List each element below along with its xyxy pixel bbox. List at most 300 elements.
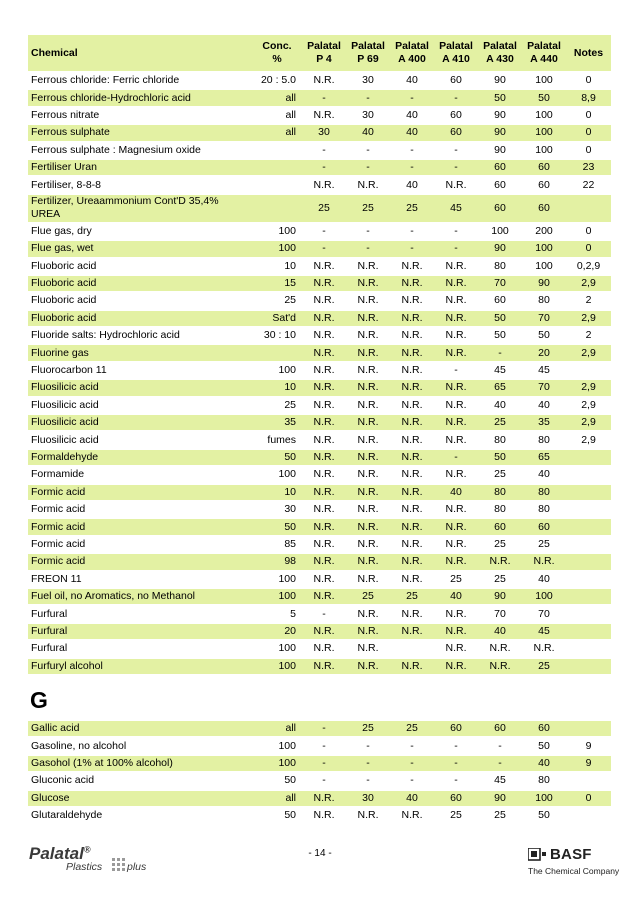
cell-rating: 40 — [522, 756, 566, 771]
cell-rating: - — [478, 756, 522, 771]
cell-rating: N.R. — [390, 380, 434, 395]
cell-notes — [566, 537, 611, 552]
cell-notes — [566, 641, 611, 656]
table-row — [28, 572, 611, 587]
cell-rating: N.R. — [401, 809, 423, 822]
cell-rating: N.R. — [313, 468, 335, 481]
cell-rating: N.R. — [390, 485, 434, 500]
cell-rating: N.R. — [445, 398, 467, 411]
cell-rating: N.R. — [445, 178, 467, 191]
table-row — [28, 791, 611, 806]
cell-rating: - — [322, 607, 326, 620]
cell-rating: 45 — [494, 364, 506, 377]
header-notes: Notes — [566, 35, 611, 71]
cell-conc: 100 — [278, 468, 296, 481]
cell-rating: 90 — [478, 589, 522, 604]
cell-rating: N.R. — [313, 259, 335, 272]
cell-notes: 23 — [566, 160, 611, 175]
cell-rating: 200 — [535, 224, 553, 237]
cell-conc: 100 — [278, 224, 296, 237]
cell-chemical: Fluoboric acid — [31, 259, 97, 272]
palatal-grid-icon — [112, 858, 126, 874]
header-palatal-a440: Palatal A 440 — [522, 35, 566, 71]
cell-notes — [566, 606, 611, 621]
cell-rating: 60 — [450, 108, 462, 121]
cell-rating: 65 — [478, 380, 522, 395]
cell-conc: 85 — [284, 537, 296, 550]
cell-chemical: FREON 11 — [31, 572, 82, 585]
cell-rating: - — [390, 241, 434, 256]
cell-notes — [566, 773, 611, 788]
cell-rating: - — [322, 143, 326, 156]
cell-notes — [566, 554, 611, 569]
cell-rating: N.R. — [357, 178, 379, 191]
cell-rating: N.R. — [346, 311, 390, 326]
cell-rating: N.R. — [313, 537, 335, 550]
cell-rating: N.R. — [302, 415, 346, 430]
cell-rating: 100 — [522, 791, 566, 806]
cell-rating: N.R. — [346, 345, 390, 360]
cell-rating: N.R. — [434, 554, 478, 569]
cell-rating: 80 — [538, 774, 550, 787]
cell-rating: 50 — [538, 809, 550, 822]
cell-rating: 90 — [494, 74, 506, 87]
cell-rating: 25 — [494, 537, 506, 550]
basf-tagline: The Chemical Company — [528, 866, 620, 876]
table-row — [28, 224, 611, 239]
resistance-table-g — [28, 719, 611, 825]
cell-conc: 25 — [284, 398, 296, 411]
table-row — [28, 108, 611, 123]
table-row — [28, 380, 611, 395]
cell-rating: N.R. — [401, 503, 423, 516]
cell-rating: 100 — [535, 259, 553, 272]
cell-notes — [566, 450, 611, 465]
cell-notes: 2,9 — [566, 276, 611, 291]
cell-rating: 25 — [494, 572, 506, 585]
cell-rating: N.R. — [357, 537, 379, 550]
cell-rating: N.R. — [434, 380, 478, 395]
cell-conc: 30 — [284, 503, 296, 516]
cell-notes: 2 — [585, 294, 592, 307]
cell-rating: N.R. — [445, 433, 467, 446]
cell-rating: 40 — [390, 125, 434, 140]
cell-rating: N.R. — [434, 624, 478, 639]
cell-rating: N.R. — [401, 294, 423, 307]
cell-rating: 25 — [450, 572, 462, 585]
cell-rating: 30 — [302, 125, 346, 140]
cell-rating: N.R. — [357, 294, 379, 307]
cell-notes — [566, 519, 611, 534]
cell-conc: Sat'd — [252, 311, 302, 326]
cell-notes: 2,9 — [566, 311, 611, 326]
basf-word: BASF — [550, 846, 592, 863]
table-row — [28, 467, 611, 482]
cell-notes — [566, 467, 611, 482]
cell-conc: 10 — [252, 380, 302, 395]
cell-rating: - — [434, 450, 478, 465]
cell-chemical: Formic acid — [28, 554, 252, 569]
cell-rating: 40 — [538, 572, 550, 585]
cell-notes: 0 — [566, 791, 611, 806]
cell-rating: N.R. — [434, 276, 478, 291]
cell-rating: - — [322, 739, 326, 752]
cell-rating: 70 — [522, 311, 566, 326]
cell-rating: 30 — [346, 791, 390, 806]
cell-rating: 25 — [346, 721, 390, 736]
cell-rating: N.R. — [313, 364, 335, 377]
cell-chemical: Ferrous sulphate — [28, 125, 252, 140]
cell-notes: 0,2,9 — [576, 259, 601, 272]
cell-conc: all — [252, 721, 302, 736]
cell-rating: 70 — [478, 276, 522, 291]
table-row — [28, 241, 611, 256]
cell-chemical: Glutaraldehyde — [31, 809, 103, 822]
cell-rating: 50 — [478, 450, 522, 465]
cell-rating: N.R. — [346, 624, 390, 639]
cell-rating: - — [454, 143, 458, 156]
cell-rating: N.R. — [445, 468, 467, 481]
cell-rating: 60 — [450, 74, 462, 87]
cell-rating: N.R. — [434, 519, 478, 534]
cell-rating: 90 — [494, 108, 506, 121]
cell-conc: 50 — [284, 774, 296, 787]
cell-rating: 80 — [478, 485, 522, 500]
cell-rating: 50 — [538, 739, 550, 752]
cell-rating: N.R. — [346, 415, 390, 430]
cell-rating: N.R. — [302, 276, 346, 291]
cell-conc: 10 — [284, 259, 296, 272]
cell-rating: N.R. — [357, 607, 379, 620]
palatal-logo — [29, 844, 169, 876]
table-header-row — [28, 35, 611, 71]
table-row — [28, 311, 611, 326]
palatal-logo-plus: plus — [127, 861, 147, 873]
cell-rating: N.R. — [390, 276, 434, 291]
cell-rating: N.R. — [390, 345, 434, 360]
cell-rating: N.R. — [302, 791, 346, 806]
table-row — [28, 808, 611, 823]
cell-conc — [252, 345, 302, 360]
cell-notes — [566, 195, 611, 222]
cell-rating: - — [322, 224, 326, 237]
cell-conc: 50 — [284, 809, 296, 822]
cell-rating: 60 — [478, 195, 522, 222]
cell-rating: 50 — [478, 90, 522, 105]
cell-rating: 60 — [478, 519, 522, 534]
cell-rating: 60 — [494, 178, 506, 191]
cell-rating: - — [434, 756, 478, 771]
table-row — [28, 624, 611, 639]
cell-rating: 35 — [522, 415, 566, 430]
cell-rating: N.R. — [357, 468, 379, 481]
palatal-logo-word: Palatal® — [29, 844, 91, 863]
cell-rating: 40 — [478, 624, 522, 639]
resistance-table-f — [28, 33, 611, 676]
cell-rating: 25 — [494, 468, 506, 481]
table-row — [28, 160, 611, 175]
cell-rating: - — [366, 739, 370, 752]
cell-rating: 80 — [538, 433, 550, 446]
cell-rating: N.R. — [478, 659, 522, 674]
cell-rating: 90 — [478, 125, 522, 140]
cell-chemical: Formamide — [31, 468, 85, 481]
cell-rating: N.R. — [533, 642, 555, 655]
cell-rating: - — [410, 143, 414, 156]
cell-rating: 80 — [538, 503, 550, 516]
cell-rating: N.R. — [302, 589, 346, 604]
cell-chemical: Fluorine gas — [28, 345, 252, 360]
cell-rating: N.R. — [313, 572, 335, 585]
cell-notes: 22 — [582, 178, 595, 191]
header-palatal-a430: Palatal A 430 — [478, 35, 522, 71]
cell-chemical: Fluosilicic acid — [28, 415, 252, 430]
cell-rating: N.R. — [302, 345, 346, 360]
cell-rating: 25 — [538, 537, 550, 550]
table-row — [28, 195, 611, 222]
cell-rating: 25 — [450, 809, 462, 822]
cell-conc — [252, 143, 302, 158]
table-row — [28, 345, 611, 360]
cell-notes: 2,9 — [566, 345, 611, 360]
cell-conc: 98 — [252, 554, 302, 569]
cell-rating: 40 — [538, 468, 550, 481]
cell-rating: N.R. — [434, 415, 478, 430]
cell-chemical: Gasohol (1% at 100% alcohol) — [28, 756, 252, 771]
cell-conc: all — [252, 90, 302, 105]
cell-rating: N.R. — [313, 74, 335, 87]
cell-chemical: Fertiliser, 8-8-8 — [31, 178, 102, 191]
cell-rating: 80 — [494, 259, 506, 272]
header-chemical: Chemical — [28, 35, 252, 71]
table-row — [28, 756, 611, 771]
cell-rating: - — [346, 90, 390, 105]
cell-rating: N.R. — [313, 178, 335, 191]
cell-chemical: Flue gas, dry — [31, 224, 92, 237]
cell-rating: - — [454, 364, 458, 377]
cell-chemical: Formaldehyde — [28, 450, 252, 465]
cell-rating: 100 — [491, 224, 509, 237]
cell-chemical: Fluorocarbon 11 — [31, 364, 107, 377]
cell-conc — [252, 160, 302, 175]
cell-rating: 60 — [434, 125, 478, 140]
cell-chemical: Formic acid — [31, 503, 86, 516]
cell-conc — [252, 177, 302, 192]
cell-notes: 8,9 — [566, 90, 611, 105]
cell-rating: N.R. — [445, 537, 467, 550]
cell-chemical: Ferrous chloride-Hydrochloric acid — [28, 90, 252, 105]
cell-chemical: Fuel oil, no Aromatics, no Methanol — [28, 589, 252, 604]
cell-rating: N.R. — [302, 380, 346, 395]
cell-rating: N.R. — [357, 259, 379, 272]
cell-rating: - — [434, 160, 478, 175]
cell-chemical: Glucose — [28, 791, 252, 806]
cell-rating: - — [346, 160, 390, 175]
cell-chemical: Fluoboric acid — [28, 311, 252, 326]
cell-notes: 0 — [566, 241, 611, 256]
cell-rating: - — [454, 224, 458, 237]
table-row — [28, 738, 611, 753]
cell-rating: 45 — [522, 624, 566, 639]
cell-notes: 0 — [585, 108, 592, 121]
cell-rating: 45 — [538, 364, 550, 377]
cell-rating: - — [302, 90, 346, 105]
table-row — [28, 177, 611, 192]
cell-conc: 50 — [252, 519, 302, 534]
cell-rating: 100 — [535, 108, 553, 121]
cell-rating: N.R. — [401, 259, 423, 272]
palatal-logo-sub: Plastics — [66, 861, 103, 873]
cell-rating: - — [322, 774, 326, 787]
cell-rating: N.R. — [302, 624, 346, 639]
cell-rating: - — [454, 739, 458, 752]
cell-rating: N.R. — [401, 607, 423, 620]
cell-chemical: Fertilizer, Ureaammonium Cont'D 35,4% UREA — [28, 195, 252, 222]
cell-chemical: Formic acid — [28, 485, 252, 500]
cell-rating: N.R. — [357, 503, 379, 516]
table-row — [28, 73, 611, 88]
cell-rating: - — [346, 241, 390, 256]
cell-conc: 100 — [252, 589, 302, 604]
cell-notes: 0 — [585, 224, 592, 237]
cell-rating: 100 — [522, 589, 566, 604]
cell-notes: 2 — [585, 329, 592, 342]
table-row — [28, 415, 611, 430]
cell-conc: 20 — [252, 624, 302, 639]
cell-rating: 40 — [434, 485, 478, 500]
cell-rating: N.R. — [357, 809, 379, 822]
cell-rating: N.R. — [302, 450, 346, 465]
cell-chemical: Fluoboric acid — [28, 276, 252, 291]
cell-rating: N.R. — [445, 503, 467, 516]
cell-rating: 60 — [538, 178, 550, 191]
cell-rating: 60 — [434, 721, 478, 736]
cell-rating: 60 — [522, 160, 566, 175]
cell-rating: 60 — [522, 519, 566, 534]
cell-rating: - — [366, 143, 370, 156]
table-row — [28, 363, 611, 378]
table-row — [28, 259, 611, 274]
cell-notes: 0 — [566, 125, 611, 140]
cell-conc: 50 — [252, 450, 302, 465]
cell-rating: 25 — [478, 415, 522, 430]
cell-rating: 70 — [494, 607, 506, 620]
cell-rating: N.R. — [390, 450, 434, 465]
cell-rating: 25 — [346, 195, 390, 222]
cell-notes — [566, 502, 611, 517]
table-row — [28, 773, 611, 788]
cell-rating: 65 — [522, 450, 566, 465]
cell-rating: N.R. — [390, 659, 434, 674]
cell-rating: - — [478, 345, 522, 360]
cell-notes: 2,9 — [566, 380, 611, 395]
cell-rating: - — [302, 756, 346, 771]
cell-rating: 50 — [538, 329, 550, 342]
table-row — [28, 519, 611, 534]
cell-notes — [566, 624, 611, 639]
cell-rating: 100 — [535, 74, 553, 87]
cell-rating: 60 — [522, 721, 566, 736]
table-row — [28, 721, 611, 736]
cell-conc: all — [285, 108, 296, 121]
cell-notes — [566, 659, 611, 674]
table-row — [28, 485, 611, 500]
cell-conc: 100 — [252, 241, 302, 256]
cell-rating: 40 — [406, 74, 418, 87]
cell-rating: 100 — [522, 241, 566, 256]
cell-rating: - — [366, 224, 370, 237]
table-row — [28, 537, 611, 552]
cell-rating: 45 — [494, 774, 506, 787]
cell-rating: 50 — [522, 90, 566, 105]
cell-rating: N.R. — [357, 572, 379, 585]
cell-conc: 35 — [252, 415, 302, 430]
cell-chemical: Gluconic acid — [31, 774, 95, 787]
cell-conc: 10 — [252, 485, 302, 500]
cell-conc: 5 — [290, 607, 296, 620]
cell-rating: N.R. — [302, 519, 346, 534]
table-row — [28, 554, 611, 569]
cell-rating: N.R. — [313, 398, 335, 411]
cell-rating: N.R. — [390, 415, 434, 430]
table-row — [28, 143, 611, 158]
cell-rating: 90 — [494, 143, 506, 156]
cell-rating: - — [302, 241, 346, 256]
cell-rating: 40 — [494, 398, 506, 411]
cell-rating: N.R. — [346, 519, 390, 534]
cell-rating: 90 — [478, 241, 522, 256]
cell-rating: N.R. — [401, 468, 423, 481]
cell-notes: 2,9 — [581, 433, 596, 446]
cell-rating: N.R. — [434, 345, 478, 360]
cell-rating: N.R. — [346, 380, 390, 395]
cell-rating: 90 — [522, 276, 566, 291]
cell-conc: 30 : 10 — [263, 329, 296, 342]
cell-rating: - — [434, 241, 478, 256]
cell-rating: 30 — [362, 74, 374, 87]
cell-rating: N.R. — [313, 809, 335, 822]
cell-rating: N.R. — [346, 485, 390, 500]
cell-conc: fumes — [267, 433, 296, 446]
cell-rating: 70 — [538, 607, 550, 620]
cell-rating: N.R. — [346, 659, 390, 674]
header-palatal-p69: Palatal P 69 — [346, 35, 390, 71]
cell-rating: 25 — [302, 195, 346, 222]
cell-rating: N.R. — [390, 311, 434, 326]
cell-rating: N.R. — [401, 364, 423, 377]
cell-rating: N.R. — [346, 554, 390, 569]
cell-chemical: Gasoline, no alcohol — [31, 739, 127, 752]
cell-conc: 100 — [278, 739, 296, 752]
cell-conc: 100 — [278, 572, 296, 585]
cell-notes: 9 — [566, 756, 611, 771]
cell-rating: 80 — [494, 503, 506, 516]
table-row — [28, 398, 611, 413]
cell-rating: - — [390, 756, 434, 771]
cell-rating: N.R. — [313, 108, 335, 121]
cell-rating: N.R. — [313, 294, 335, 307]
cell-conc: 15 — [252, 276, 302, 291]
cell-chemical: Flue gas, wet — [28, 241, 252, 256]
cell-chemical: Furfural — [28, 624, 252, 639]
cell-rating: 45 — [434, 195, 478, 222]
cell-rating: N.R. — [390, 519, 434, 534]
cell-notes — [566, 808, 611, 823]
table-row — [28, 641, 611, 656]
cell-chemical: Formic acid — [28, 519, 252, 534]
cell-chemical: Fluosilicic acid — [28, 380, 252, 395]
header-palatal-p4: Palatal P 4 — [302, 35, 346, 71]
